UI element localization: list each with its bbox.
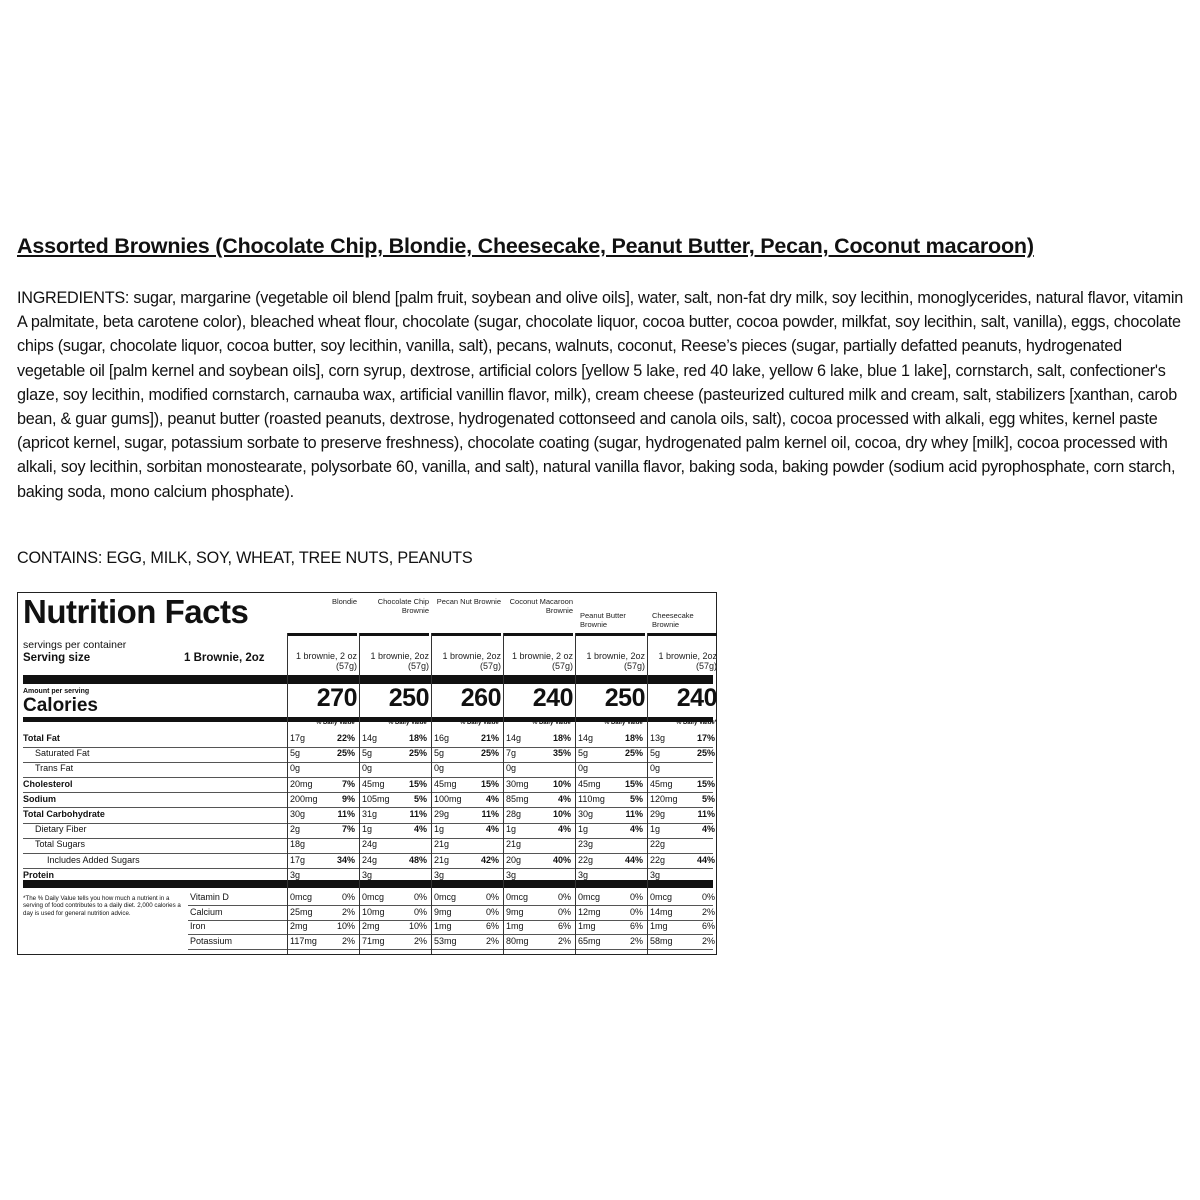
cell-percent-added-sugars: 42% (480, 854, 499, 865)
cell-amount-calcium: 14mg (650, 906, 673, 917)
cell-amount-iron: 2mg (290, 921, 308, 932)
cell-percent-calcium: 2% (341, 906, 355, 917)
cell-percent-cholesterol: 15% (480, 778, 499, 789)
product-serving-5: 1 brownie, 2oz (57g) (658, 651, 717, 671)
cell-percent-sodium: 4% (485, 793, 499, 804)
product-name-1: Chocolate Chip Brownie (377, 597, 429, 615)
cell-percent-fiber: 4% (701, 824, 715, 835)
cell-percent-total-carb: 11% (409, 809, 427, 819)
cell-percent-total-fat: 18% (624, 733, 643, 743)
cell-percent-added-sugars: 40% (552, 854, 571, 865)
cell-amount-cholesterol: 45mg (362, 778, 385, 789)
product-column (504, 593, 573, 954)
cell-percent-iron: 10% (408, 921, 427, 932)
column-heading-rule (360, 633, 429, 636)
cell-amount-total-carb: 29g (650, 809, 666, 819)
cell-amount-total-fat: 14g (506, 733, 522, 743)
cell-amount-trans-fat: 0g (362, 763, 373, 774)
cell-percent-calcium: 0% (629, 906, 643, 917)
cell-percent-vitamin-d: 0% (485, 892, 499, 902)
cell-percent-fiber: 4% (413, 824, 427, 835)
cell-amount-vitamin-d: 0mcg (290, 892, 313, 902)
cell-percent-fiber: 4% (629, 824, 643, 835)
product-calories-3: 240 (532, 684, 573, 712)
cell-amount-cholesterol: 45mg (434, 778, 457, 789)
cell-amount-sodium: 110mg (578, 793, 605, 804)
cell-amount-fiber: 1g (362, 824, 373, 835)
cell-amount-added-sugars: 22g (650, 854, 666, 865)
cell-percent-saturated-fat: 35% (552, 748, 571, 759)
cell-percent-added-sugars: 44% (696, 854, 715, 865)
cell-percent-saturated-fat: 25% (336, 748, 355, 759)
cell-percent-cholesterol: 15% (696, 778, 715, 789)
cell-amount-potassium: 65mg (578, 936, 601, 947)
row-label-fiber: Dietary Fiber (35, 824, 87, 835)
cell-percent-iron: 6% (629, 921, 643, 932)
cell-amount-cholesterol: 20mg (290, 778, 313, 789)
column-heading-rule (504, 633, 573, 636)
cell-amount-total-carb: 31g (362, 809, 378, 819)
ingredients-text: INGREDIENTS: sugar, margarine (vegetable oil blend [palm fruit, soybean and olive oils], water, salt, non-fat dry milk, soy lecithin, monoglycerides, natural flavor, vitamin A palmitate, beta carotene color), bleached wheat flour, chocolate (sugar, chocolate liquor, cocoa butter, cocoa powder, milkfat, soy lecithin, salt, vanilla), eggs, chocolate chips (sugar, chocolate liquor, cocoa butter, soy lecithin, vanilla, salt), pecans, walnuts, coconut, Reese’s pieces (sugar, partially defatted peanuts, hydrogenated vegetable oil [palm kernel and soybean oils], corn syrup, dextrose, artificial colors [yellow 5 lake, red 40 lake, yellow 6 lake, blue 1 lake], cornstarch, salt, confectioner's glaze, soy lecithin, modified cornstarch, carnauba wax, artificial vanillin flavor, milk), cream cheese (pasteurized cultured milk and cream, salt, stabilizers [xanthan, carob bean, & guar gums]), peanut butter (roasted peanuts, dextrose, hydrogenated cottonseed and canola oils, salt), cocoa processed with alkali, egg whites, kernel paste (apricot kernel, sugar, potassium sorbate to preserve freshness), chocolate coating (sugar, hydrogenated palm kernel oil, cocoa, dry whey [milk], cocoa processed with alkali, soy lecithin, sorbitan monostearate, polysorbate 60, vanilla, and salt), natural vanilla flavor, baking soda, baking powder (sodium acid pyrophosphate, corn starch, baking soda, mono calcium phosphate). (17, 289, 1183, 501)
column-border (503, 633, 504, 954)
cell-amount-potassium: 53mg (434, 936, 457, 947)
cell-percent-calcium: 0% (557, 906, 571, 917)
cell-amount-sodium: 105mg (362, 793, 390, 804)
cell-percent-iron: 6% (557, 921, 571, 932)
column-border (287, 633, 288, 954)
column-heading-rule (576, 633, 645, 636)
cell-percent-total-fat: 17% (696, 733, 715, 743)
cell-percent-potassium: 2% (485, 936, 499, 947)
serving-size-label: Serving size (23, 652, 91, 664)
serving-size-value: 1 Brownie, 2oz (184, 652, 265, 664)
cell-amount-total-fat: 13g (650, 733, 666, 743)
daily-value-header-3: % Daily Value* (531, 720, 573, 726)
cell-amount-saturated-fat: 5g (290, 748, 301, 759)
cell-percent-sodium: 5% (701, 793, 715, 804)
cell-percent-fiber: 4% (485, 824, 499, 835)
row-label-potassium: Potassium (190, 936, 233, 947)
cell-percent-iron: 10% (336, 921, 355, 932)
cell-amount-total-fat: 14g (578, 733, 594, 743)
cell-amount-vitamin-d: 0mcg (362, 892, 385, 902)
cell-amount-sugars: 23g (578, 839, 594, 850)
allergen-statement: CONTAINS: EGG, MILK, SOY, WHEAT, TREE NUTS, PEANUTS (17, 549, 473, 567)
product-serving-0: 1 brownie, 2 oz (57g) (295, 651, 357, 671)
cell-percent-calcium: 0% (485, 906, 499, 917)
cell-amount-trans-fat: 0g (290, 763, 301, 774)
cell-amount-calcium: 9mg (506, 906, 524, 917)
cell-amount-protein: 3g (290, 869, 301, 880)
servings-per-container: servings per container (23, 639, 127, 651)
cell-percent-cholesterol: 7% (341, 778, 355, 789)
cell-amount-saturated-fat: 5g (650, 748, 661, 759)
cell-percent-vitamin-d: 0% (413, 892, 427, 902)
cell-amount-vitamin-d: 0mcg (506, 892, 529, 902)
cell-amount-cholesterol: 45mg (578, 778, 601, 789)
product-column (432, 593, 501, 954)
cell-percent-saturated-fat: 25% (696, 748, 715, 759)
cell-amount-fiber: 1g (650, 824, 661, 835)
cell-percent-fiber: 4% (557, 824, 571, 835)
cell-percent-calcium: 0% (413, 906, 427, 917)
cell-amount-iron: 1mg (650, 921, 668, 932)
cell-amount-added-sugars: 20g (506, 854, 522, 865)
cell-percent-potassium: 2% (557, 936, 571, 947)
product-calories-4: 250 (604, 684, 645, 712)
cell-amount-cholesterol: 45mg (650, 778, 673, 789)
cell-amount-sugars: 21g (506, 839, 522, 850)
cell-percent-potassium: 2% (701, 936, 715, 947)
cell-percent-vitamin-d: 0% (701, 892, 715, 902)
column-heading-rule (432, 633, 501, 636)
calories-label: Calories (23, 695, 98, 716)
cell-percent-cholesterol: 15% (624, 778, 643, 789)
cell-percent-sodium: 5% (629, 793, 643, 804)
daily-value-header-1: % Daily Value* (387, 720, 429, 726)
column-heading-rule (648, 633, 717, 636)
product-name-2: Pecan Nut Brownie (436, 597, 501, 606)
cell-amount-saturated-fat: 7g (506, 748, 517, 759)
cell-percent-total-fat: 22% (336, 733, 355, 743)
product-name-0: Blondie (331, 597, 357, 606)
row-label-total-carb: Total Carbohydrate (23, 809, 105, 819)
cell-amount-total-fat: 17g (290, 733, 306, 743)
cell-amount-protein: 3g (362, 869, 373, 880)
product-calories-0: 270 (316, 684, 357, 712)
cell-amount-sugars: 21g (434, 839, 450, 850)
cell-amount-trans-fat: 0g (578, 763, 589, 774)
cell-percent-total-carb: 11% (337, 809, 355, 819)
cell-percent-iron: 6% (701, 921, 715, 932)
cell-amount-potassium: 117mg (290, 936, 317, 947)
cell-amount-potassium: 71mg (362, 936, 385, 947)
cell-percent-saturated-fat: 25% (480, 748, 499, 759)
cell-amount-added-sugars: 21g (434, 854, 450, 865)
daily-value-header-5: % Daily Value* (675, 720, 717, 726)
product-name-3: Coconut Macaroon Brownie (509, 597, 573, 615)
cell-percent-added-sugars: 48% (408, 854, 427, 865)
cell-amount-protein: 3g (650, 869, 661, 880)
cell-percent-saturated-fat: 25% (408, 748, 427, 759)
cell-amount-calcium: 25mg (290, 906, 313, 917)
cell-amount-sugars: 22g (650, 839, 666, 850)
cell-amount-iron: 1mg (578, 921, 596, 932)
cell-amount-sodium: 85mg (506, 793, 529, 804)
cell-percent-potassium: 2% (413, 936, 427, 947)
cell-amount-total-carb: 28g (506, 809, 522, 819)
row-label-saturated-fat: Saturated Fat (35, 748, 90, 759)
cell-percent-iron: 6% (485, 921, 499, 932)
cell-amount-fiber: 2g (290, 824, 301, 835)
column-border (647, 633, 648, 954)
product-column (576, 593, 645, 954)
cell-amount-fiber: 1g (434, 824, 445, 835)
product-serving-4: 1 brownie, 2oz (57g) (586, 651, 645, 671)
cell-amount-calcium: 10mg (362, 906, 385, 917)
product-serving-1: 1 brownie, 2oz (57g) (370, 651, 429, 671)
row-label-total-fat: Total Fat (23, 733, 60, 743)
row-label-sodium: Sodium (23, 793, 56, 804)
product-calories-2: 260 (460, 684, 501, 712)
cell-amount-total-fat: 16g (434, 733, 450, 743)
daily-value-header-2: % Daily Value* (459, 720, 501, 726)
cell-percent-total-carb: 11% (625, 809, 643, 819)
daily-value-footnote: *The % Daily Value tells you how much a nutrient in a serving of food contributes to a daily diet. 2,000 calories a day is used for general nutrition advice. (23, 895, 181, 917)
cell-percent-vitamin-d: 0% (557, 892, 571, 902)
cell-amount-sugars: 24g (362, 839, 378, 850)
cell-amount-calcium: 12mg (578, 906, 601, 917)
cell-amount-sugars: 18g (290, 839, 306, 850)
cell-amount-saturated-fat: 5g (362, 748, 373, 759)
row-label-calcium: Calcium (190, 906, 223, 917)
cell-percent-sodium: 5% (413, 793, 427, 804)
cell-amount-fiber: 1g (578, 824, 589, 835)
cell-amount-added-sugars: 22g (578, 854, 594, 865)
cell-amount-trans-fat: 0g (650, 763, 661, 774)
product-column (648, 593, 717, 954)
cell-amount-fiber: 1g (506, 824, 517, 835)
cell-amount-sodium: 120mg (650, 793, 678, 804)
cell-percent-added-sugars: 34% (336, 854, 355, 865)
product-name-4: Peanut Butter Brownie (580, 611, 626, 629)
cell-amount-sodium: 200mg (290, 793, 318, 804)
cell-percent-total-carb: 11% (697, 809, 715, 819)
row-label-vitamin-d: Vitamin D (190, 892, 229, 902)
cell-amount-added-sugars: 17g (290, 854, 306, 865)
cell-amount-added-sugars: 24g (362, 854, 378, 865)
nutrition-facts-heading: Nutrition Facts (23, 593, 249, 630)
cell-amount-protein: 3g (506, 869, 517, 880)
cell-amount-vitamin-d: 0mcg (434, 892, 457, 902)
column-border (431, 633, 432, 954)
product-calories-1: 250 (388, 684, 429, 712)
cell-amount-trans-fat: 0g (506, 763, 517, 774)
cell-amount-calcium: 9mg (434, 906, 452, 917)
daily-value-header-4: % Daily Value* (603, 720, 645, 726)
nutrition-facts-panel (17, 592, 717, 955)
product-serving-3: 1 brownie, 2 oz (57g) (511, 651, 573, 671)
column-border (575, 633, 576, 954)
cell-percent-vitamin-d: 0% (629, 892, 643, 902)
product-column (360, 593, 429, 954)
cell-percent-total-carb: 10% (552, 809, 571, 819)
cell-amount-iron: 1mg (506, 921, 524, 932)
daily-value-header-0: % Daily Value* (315, 720, 357, 726)
column-heading-rule (288, 633, 357, 636)
cell-amount-iron: 1mg (434, 921, 452, 932)
product-column (288, 593, 357, 954)
cell-amount-total-carb: 30g (290, 809, 306, 819)
cell-amount-trans-fat: 0g (434, 763, 445, 774)
row-label-added-sugars: Includes Added Sugars (47, 854, 140, 865)
cell-percent-total-fat: 18% (552, 733, 571, 743)
cell-amount-saturated-fat: 5g (578, 748, 589, 759)
cell-percent-sodium: 9% (341, 793, 355, 804)
row-label-sugars: Total Sugars (35, 839, 86, 850)
cell-amount-potassium: 80mg (506, 936, 529, 947)
cell-amount-vitamin-d: 0mcg (578, 892, 601, 902)
cell-percent-potassium: 2% (341, 936, 355, 947)
cell-percent-fiber: 7% (341, 824, 355, 835)
product-calories-5: 240 (676, 684, 717, 712)
cell-amount-total-carb: 29g (434, 809, 450, 819)
cell-percent-total-fat: 21% (480, 733, 499, 743)
cell-amount-cholesterol: 30mg (506, 778, 529, 789)
cell-amount-protein: 3g (434, 869, 445, 880)
product-title: Assorted Brownies (Chocolate Chip, Blondie, Cheesecake, Peanut Butter, Pecan, Coconut macaroon) (17, 234, 1034, 258)
cell-amount-saturated-fat: 5g (434, 748, 445, 759)
cell-percent-cholesterol: 15% (408, 778, 427, 789)
cell-amount-protein: 3g (578, 869, 589, 880)
cell-amount-sodium: 100mg (434, 793, 462, 804)
row-label-trans-fat: Trans Fat (35, 763, 74, 774)
cell-amount-vitamin-d: 0mcg (650, 892, 673, 902)
cell-percent-cholesterol: 10% (552, 778, 571, 789)
cell-percent-saturated-fat: 25% (624, 748, 643, 759)
cell-percent-added-sugars: 44% (624, 854, 643, 865)
cell-percent-potassium: 2% (629, 936, 643, 947)
product-name-5: Cheesecake Brownie (652, 611, 694, 629)
row-label-cholesterol: Cholesterol (23, 778, 73, 789)
cell-amount-potassium: 58mg (650, 936, 673, 947)
cell-percent-sodium: 4% (557, 793, 571, 804)
cell-amount-iron: 2mg (362, 921, 380, 932)
cell-amount-total-fat: 14g (362, 733, 378, 743)
cell-amount-total-carb: 30g (578, 809, 594, 819)
cell-percent-vitamin-d: 0% (341, 892, 355, 902)
cell-percent-calcium: 2% (701, 906, 715, 917)
column-border (359, 633, 360, 954)
amount-per-serving: Amount per serving (23, 688, 90, 695)
product-serving-2: 1 brownie, 2oz (57g) (442, 651, 501, 671)
row-label-protein: Protein (23, 869, 55, 880)
cell-percent-total-fat: 18% (408, 733, 427, 743)
row-label-iron: Iron (190, 921, 206, 932)
cell-percent-total-carb: 11% (481, 809, 499, 819)
